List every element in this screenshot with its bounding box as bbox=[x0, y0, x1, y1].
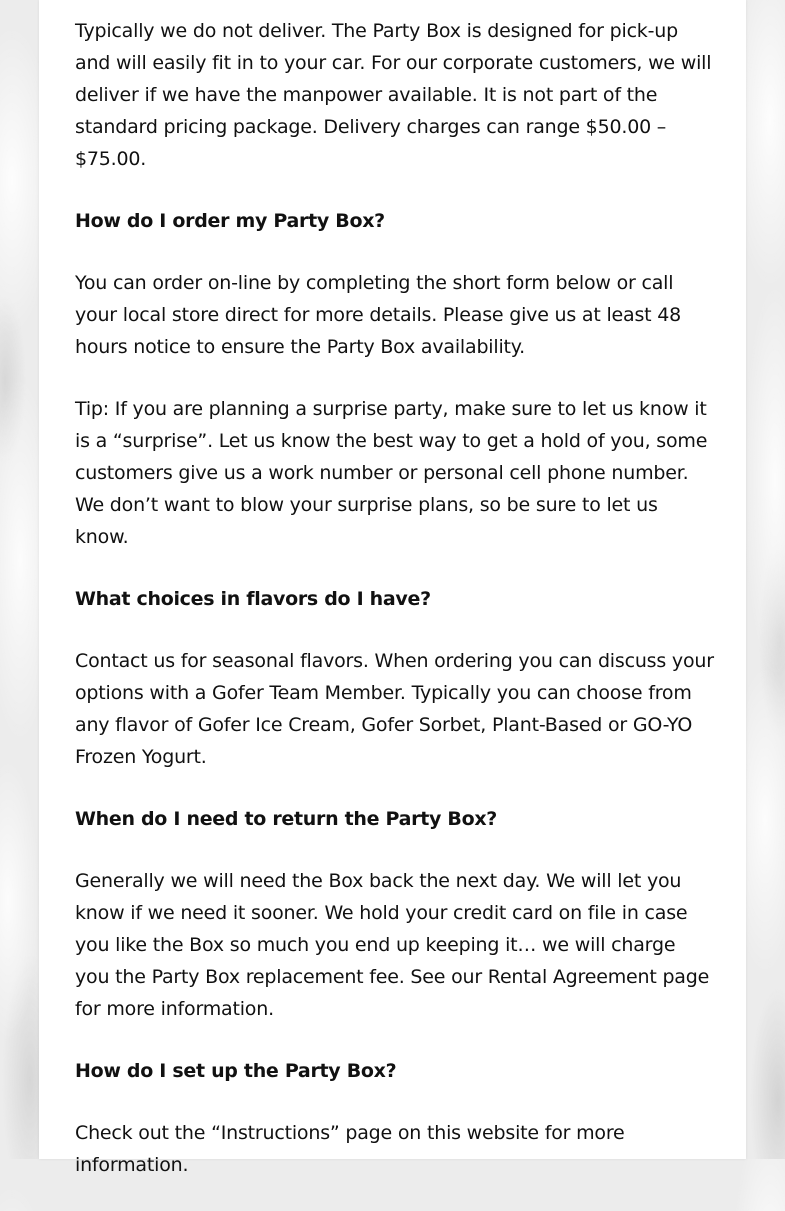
faq-content bbox=[75, 15, 715, 1211]
flavors-answer: Contact us for seasonal flavors. When ordering you can discuss your options with a Gofer Team Member. Typically you can choose from any flavor of Gofer Ice Cream, Gofer Sorbet, Plant-Based or GO-YO Frozen Yogurt. bbox=[75, 650, 714, 768]
delivery-answer: Typically we do not deliver. The Party Box is designed for pick-up and will easily fit in to your car. For our corporate customers, we will deliver if we have the manpower available. It is not part of the standard pricing package. Delivery charges can range $50.00 – $75.00. bbox=[75, 20, 712, 170]
return-question: When do I need to return the Party Box? bbox=[75, 808, 498, 830]
order-tip: Tip: If you are planning a surprise party, make sure to let us know it is a “surprise”. Let us know the best way to get a hold of you, some customers give us a work number or personal cell phone number. We don’t want to blow your surprise plans, so be sure to let us know. bbox=[75, 398, 708, 548]
order-answer: You can order on-line by completing the short form below or call your local store direct for more details. Please give us at least 48 hours notice to ensure the Party Box availability. bbox=[75, 272, 682, 358]
content-card bbox=[39, 0, 746, 1176]
setup-answer: Check out the “Instructions” page on this website for more information. bbox=[75, 1122, 625, 1176]
order-question: How do I order my Party Box? bbox=[75, 210, 385, 232]
flavors-question: What choices in flavors do I have? bbox=[75, 588, 431, 610]
setup-question: How do I set up the Party Box? bbox=[75, 1060, 397, 1082]
return-answer: Generally we will need the Box back the next day. We will let you know if we need it sooner. We hold your credit card on file in case you like the Box so much you end up keeping it… we will charge you the Party Box replacement fee. See our Rental Agreement page for more information. bbox=[75, 870, 710, 1020]
